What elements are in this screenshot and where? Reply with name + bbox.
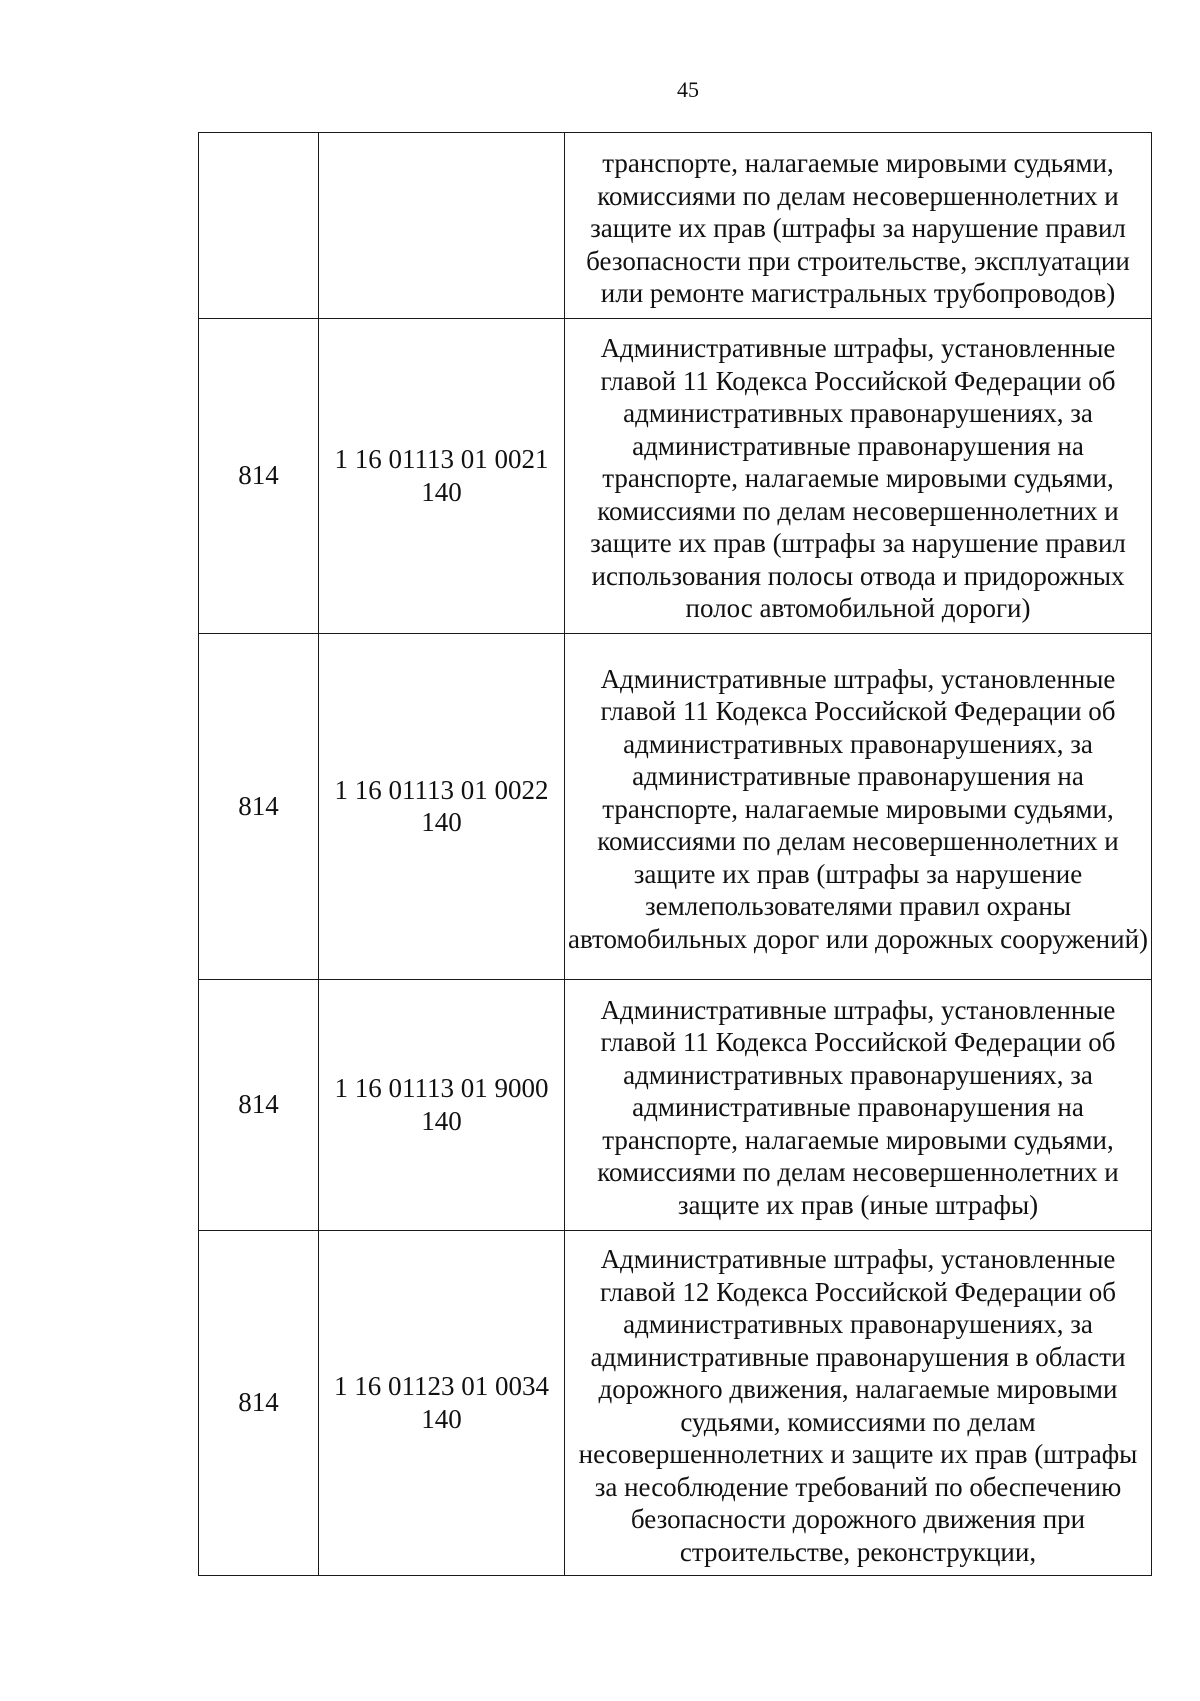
table-row [199,633,1152,979]
kbk-code-cell [319,633,565,979]
admin-code-cell [199,133,319,319]
kbk-code-suffix: 140 [421,1105,462,1136]
kbk-code: 1 16 01113 01 9000 [334,1073,549,1103]
revenue-name-cell: транспорте, налагаемые мировыми судьями, комиссиями по делам несовершеннолетних и защите их прав (штрафы за нарушение правил безопасности при строительстве, эксплуатации или ремонте магистральных трубопроводов) [565,133,1152,319]
revenue-name-cell: Административные штрафы, установленные главой 11 Кодекса Российской Федерации об административных правонарушениях, за административные правонарушения на транспорте, налагаемые мировыми судьями, комиссиями по делам несовершеннолетних и защите их прав (иные штрафы) [565,979,1152,1230]
revenue-name-cell: Административные штрафы, установленные главой 11 Кодекса Российской Федерации об административных правонарушениях, за административные правонарушения на транспорте, налагаемые мировыми судьями, комиссиями по делам несовершеннолетних и защите их прав (штрафы за нарушение землепользователями правил охраны автомобильных дорог или дорожных сооружений) [565,633,1152,979]
admin-code-cell: 814 [199,633,319,979]
kbk-code-suffix: 140 [421,807,462,837]
kbk-code-suffix: 140 [421,1403,462,1434]
kbk-code-cell [319,133,565,319]
page-number: 45 [677,77,699,102]
admin-code-cell: 814 [199,979,319,1230]
table-row [199,979,1152,1230]
table-row [199,318,1152,633]
kbk-code: 1 16 01113 01 0022 [334,774,549,805]
kbk-code: 1 16 01113 01 0021 [334,444,549,474]
revenue-name-cell: Административные штрафы, установленные главой 12 Кодекса Российской Федерации об административных правонарушениях, за административные правонарушения в области дорожного движения, налагаемые мировыми судьями, комиссиями по делам несовершеннолетних и защите их прав (штрафы за несоблюдение требований по обеспечению безопасности дорожного движения при строительстве, реконструкции, [565,1230,1152,1575]
admin-code-cell: 814 [199,318,319,633]
table-row [199,1230,1152,1575]
table-row [199,133,1152,319]
kbk-code-suffix: 140 [421,476,462,507]
admin-code-cell: 814 [199,1230,319,1575]
kbk-code-cell [319,318,565,633]
revenue-name-cell: Административные штрафы, установленные главой 11 Кодекса Российской Федерации об административных правонарушениях, за административные правонарушения на транспорте, налагаемые мировыми судьями, комиссиями по делам несовершеннолетних и защите их прав (штрафы за нарушение правил использования полосы отвода и придорожных полос автомобильной дороги) [565,318,1152,633]
kbk-code-cell [319,1230,565,1575]
revenue-codes-table [198,132,1152,1576]
kbk-code-cell [319,979,565,1230]
kbk-code: 1 16 01123 01 0034 [334,1371,549,1401]
